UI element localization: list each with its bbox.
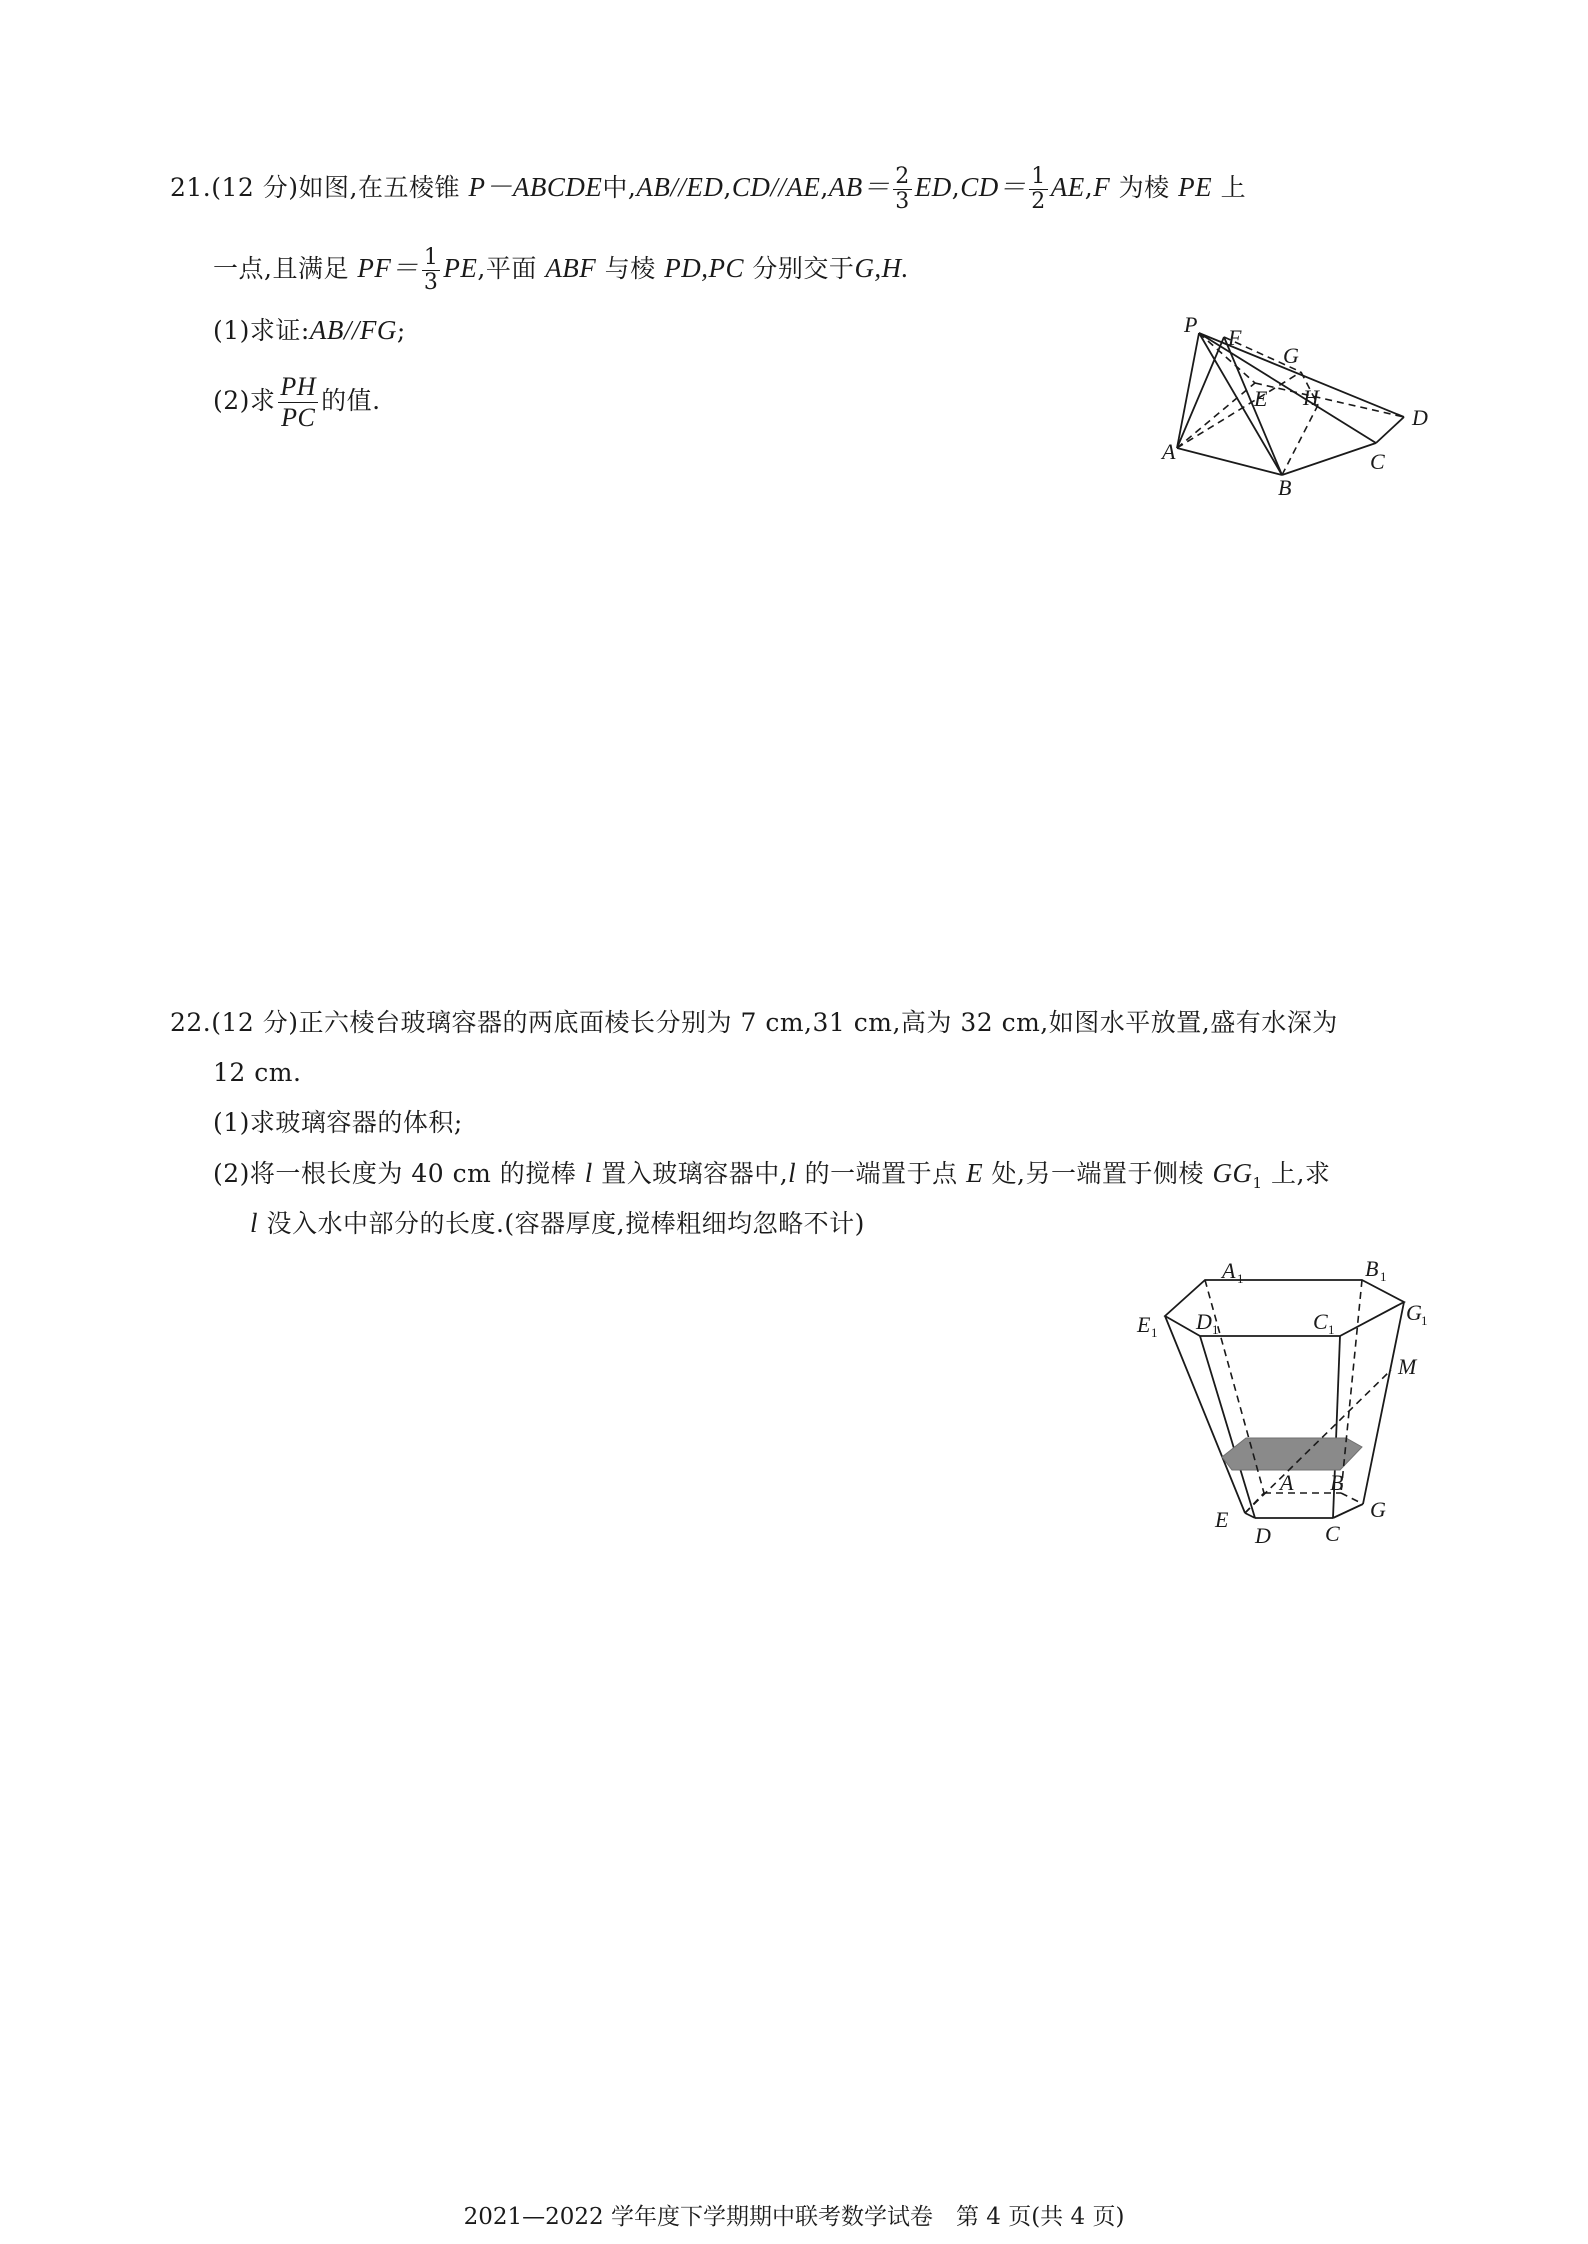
label-c1: C — [1313, 1309, 1328, 1334]
edge-ab — [1177, 448, 1282, 475]
line-fb — [1224, 337, 1282, 475]
label-m: M — [1398, 1354, 1417, 1379]
label-a: A — [1280, 1470, 1294, 1495]
label-d: D — [1255, 1523, 1271, 1548]
q22-line-2: 12 cm. — [213, 1058, 302, 1087]
label-h: H — [1303, 385, 1319, 410]
q21-part-1: (1)求证:AB//FG; — [213, 315, 406, 345]
fraction-1-3: $\frac{1}{3}$ — [423, 245, 439, 295]
label-a1: A — [1222, 1258, 1236, 1283]
label-b1-sub: 1 — [1380, 1269, 1387, 1284]
fraction-2-3: $\frac{2}{3}$ — [895, 164, 910, 214]
label-p: P — [1184, 312, 1198, 337]
line-fa — [1177, 337, 1224, 448]
edge-ed-hidden — [1255, 383, 1404, 417]
edge-pb — [1199, 333, 1282, 475]
label-f: F — [1228, 325, 1242, 350]
label-b: B — [1330, 1470, 1344, 1495]
edge-cg — [1333, 1504, 1363, 1518]
label-g: G — [1370, 1497, 1386, 1522]
water-surface — [1222, 1438, 1362, 1470]
edge-b1b-hidden — [1341, 1280, 1362, 1493]
label-e1: E — [1137, 1312, 1151, 1337]
edge-bg-hidden — [1341, 1493, 1363, 1504]
q22-part-2: (2)将一根长度为 40 cm 的搅棒 l 置入玻璃容器中,l 的一端置于点 E 处,另一端置于侧棱 $GG_1$ 上,求 — [213, 1158, 1331, 1192]
edge-pa — [1177, 333, 1199, 448]
q21-line-1: 21.(12 分)如图,在五棱锥 P－ABCDE中,AB//ED,CD//AE,AB＝ $\frac{2}{3}$ ED,CD＝ $\frac{1}{2}$ AE,F 为棱 PE 上 — [170, 164, 1247, 214]
label-g1-sub: 1 — [1421, 1313, 1428, 1328]
label-d1-sub: 1 — [1212, 1322, 1219, 1337]
label-e: E — [1215, 1507, 1229, 1532]
label-b: B — [1278, 475, 1292, 500]
label-b1: B — [1365, 1256, 1379, 1281]
edge-e1e — [1165, 1316, 1245, 1513]
label-d1: D — [1196, 1309, 1212, 1334]
edge-ae-hidden — [1177, 383, 1255, 448]
fraction-1-2: $\frac{1}{2}$ — [1031, 164, 1046, 214]
page-footer: 2021—2022 学年度下学期期中联考数学试卷 第 4 页(共 4 页) — [463, 2204, 1125, 2230]
frustum-figure — [1130, 1255, 1430, 1555]
line-ag-hidden — [1177, 372, 1301, 448]
fraction-ph-pc: $\frac{PH}{PC}$ — [280, 372, 317, 432]
q22-part-1: (1)求玻璃容器的体积; — [213, 1108, 463, 1137]
q21-part-2: (2)求 $\frac{PH}{PC}$ 的值. — [213, 372, 381, 432]
edge-cd — [1376, 417, 1404, 443]
label-g: G — [1283, 343, 1299, 368]
label-c1-sub: 1 — [1328, 1322, 1335, 1337]
label-g1: G — [1406, 1300, 1422, 1325]
q21-line-2: 一点,且满足 PF＝ $\frac{1}{3}$ PE,平面 ABF 与棱 PD,PC 分别交于G,H. — [213, 245, 909, 295]
label-e1-sub: 1 — [1151, 1325, 1158, 1340]
q22-line-3: l 没入水中部分的长度.(容器厚度,搅棒粗细均忽略不计) — [250, 1208, 865, 1238]
q22-line-1: 22.(12 分)正六棱台玻璃容器的两底面棱长分别为 7 cm,31 cm,高为 32 cm,如图水平放置,盛有水深为 — [170, 1008, 1338, 1037]
edge-g1g — [1363, 1302, 1404, 1504]
label-d: D — [1412, 405, 1428, 430]
label-c: C — [1370, 449, 1385, 474]
label-a: A — [1162, 439, 1176, 464]
label-c: C — [1325, 1521, 1340, 1546]
label-e: E — [1254, 386, 1268, 411]
pyramid-figure — [1150, 300, 1450, 510]
label-a1-sub: 1 — [1237, 1271, 1244, 1286]
